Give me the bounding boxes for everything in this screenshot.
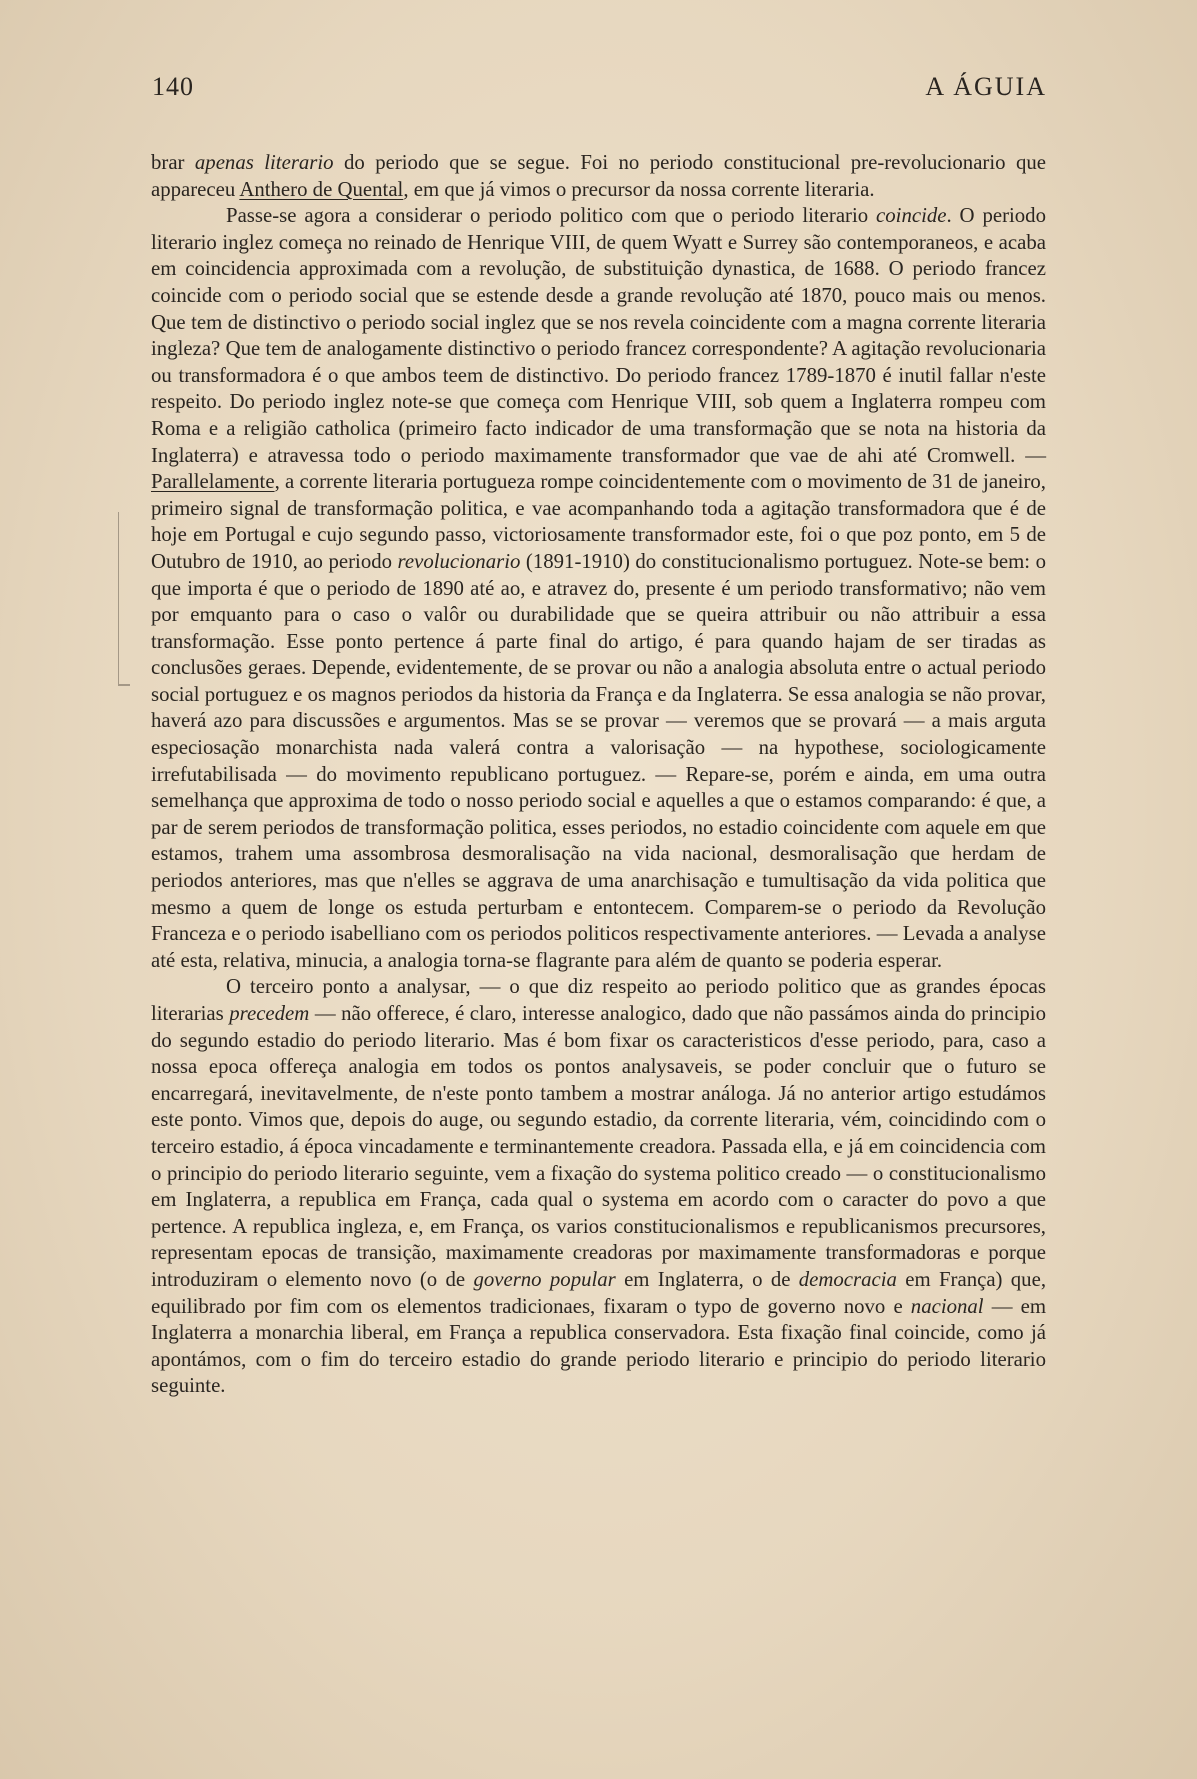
paragraph-3: O terceiro ponto a analysar, — o que diz respeito ao periodo politico que as grandes épocas literarias precedem — não offerece, é claro, interesse analogico, dado que não passámos ainda do principio do segundo estadio do periodo literario. Mas é bom fixar os caracteristicos d'esse periodo, para, caso a nossa epoca offereça analogia em todos os pontos analysaveis, se poder concluir que o futuro se encarregará, inevitavelmente, de n'este ponto tambem a mostrar análoga. Já no anterior artigo estudámos este ponto. Vimos que, depois do auge, ou segundo estadio, da corrente literaria, vém, coincidindo com o terceiro estadio, á época vincadamente e terminantemente creadora. Passada ella, e já em coincidencia com o principio do periodo literario seguinte, vem a fixação do systema politico creado — o constitucionalismo em Inglaterra, a republica em França, cada qual o systema em acordo com o caracter do povo a que pertence. A republica ingleza, e, em França, os varios constitucionalismos e republicanismos precursores, representam epocas de transição, maximamente creadoras por maximamente transformadoras e porque introduziram o elemento novo (o de governo popular em Inglaterra, o de democracia em França) que, equilibrado por fim com os elementos tradicionaes, fixaram o typo de governo novo e nacional — em Inglaterra a monarchia liberal, em França a republica conservadora. Esta fixação final coincide, como já apontámos, com o fim do terceiro estadio do grande periodo literario e principio do periodo literario seguinte.	[151, 975, 1047, 1398]
paragraph-1: brar apenas literario do periodo que se segue. Foi no periodo constitucional pre-revolucionario que appareceu Anthero de Quental, em que já vimos o precursor da nossa corrente literaria.	[151, 151, 1046, 201]
italic-emphasis: coincide	[876, 204, 947, 228]
running-title: A ÁGUIA	[925, 72, 1047, 101]
margin-bracket-mark	[118, 512, 141, 684]
italic-emphasis: precedem	[229, 1002, 310, 1025]
underlined-text: Anthero de Quental	[239, 177, 404, 201]
margin-bracket-hook	[118, 684, 130, 686]
page-header	[152, 72, 1047, 102]
paragraph-2: Passe-se agora a considerar o periodo politico com que o periodo literario coincide. O periodo literario inglez começa no reinado de Henrique VIII, de quem Wyatt e Surrey são contemporaneos, e acaba em coincidencia approximada com a revolução, de substituição dynastica, de 1688. O periodo francez coincide com o periodo social que se estende desde a grande revolução até 1870, pouco mais ou menos. Que tem de distinctivo o periodo social inglez que se nos revela coincidente com a magna corrente literaria ingleza? Que tem de analogamente distinctivo o periodo francez correspondente? A agitação revolucionaria ou transformadora é o que ambos teem de distinctivo. Do periodo francez 1789-1870 é inutil fallar n'este respeito. Do periodo inglez note-se que começa com Henrique VIII, sob quem a Inglaterra rompeu com Roma e a religião catholica (primeiro facto indicador de uma transformação que se nota na historia da Inglaterra) e atravessa todo o periodo maximamente transformador que vae de ahi até Cromwell. — Parallelamente, a corrente literaria portugueza rompe coincidentemente com o movimento de 31 de janeiro, primeiro signal de transformação politica, e vae acompanhando toda a agitação transformadora que é de hoje em Portugal e cujo segundo passo, victoriosamente transformador este, foi o que poz ponto, em 5 de Outubro de 1910, ao periodo revolucionario (1891-1910) do constitucionalismo portuguez. Note-se bem: o que importa é que o periodo de 1890 até ao, e atravez do, presente é um periodo transformativo; não vem por emquanto para o caso o valôr ou durabilidade que se queira attribuir ou não attribuir a essa transformação. Esse ponto pertence á parte final do artigo, é para quando hajam de ser tiradas as conclusões geraes. Depende, evidentemente, de se provar ou não a analogia absoluta entre o actual periodo social portuguez e os magnos periodos da historia da França e da Inglaterra. Se essa analogia se não provar, haverá azo para discussões e argumentos. Mas se se provar — veremos que se provará — a mais arguta especiosação monarchista nada valerá contra a valorisação — na hypothese, sociologicamente irrefutabilisada — do movimento republicano portuguez. — Repare-se, porém e ainda, em uma outra semelhança que approxima de todo o nosso periodo social e aquelles a que o estamos comparando: é que, a par de serem periodos de transformação politica, esses periodos, no estadio coincidente com aquele em que estamos, trahem uma assombrosa desmoralisação na vida nacional, desmoralisação que herdam de periodos anteriores, mas que n'elles se aggrava de uma anarchisação e tumultisação da vida politica que mesmo a quem de longe os estuda perturbam e entontecem. Comparem-se o periodo da Revolução Franceza e o periodo isabelliano com os periodos politicos respectivamente anteriores. — Levada a analyse até esta, relativa, minucia, a analogia torna-se flagrante para além de quanto se poderia esperar.	[151, 204, 1046, 972]
italic-emphasis: nacional	[910, 1294, 984, 1318]
article-body	[151, 150, 1046, 1400]
italic-emphasis: democracia	[798, 1267, 897, 1291]
page-number: 140	[152, 72, 194, 101]
italic-emphasis: revolucionario	[397, 549, 521, 573]
italic-emphasis: apenas literario	[194, 151, 334, 174]
italic-emphasis: governo popular	[473, 1267, 616, 1291]
underlined-text: Parallelamente	[151, 470, 275, 494]
